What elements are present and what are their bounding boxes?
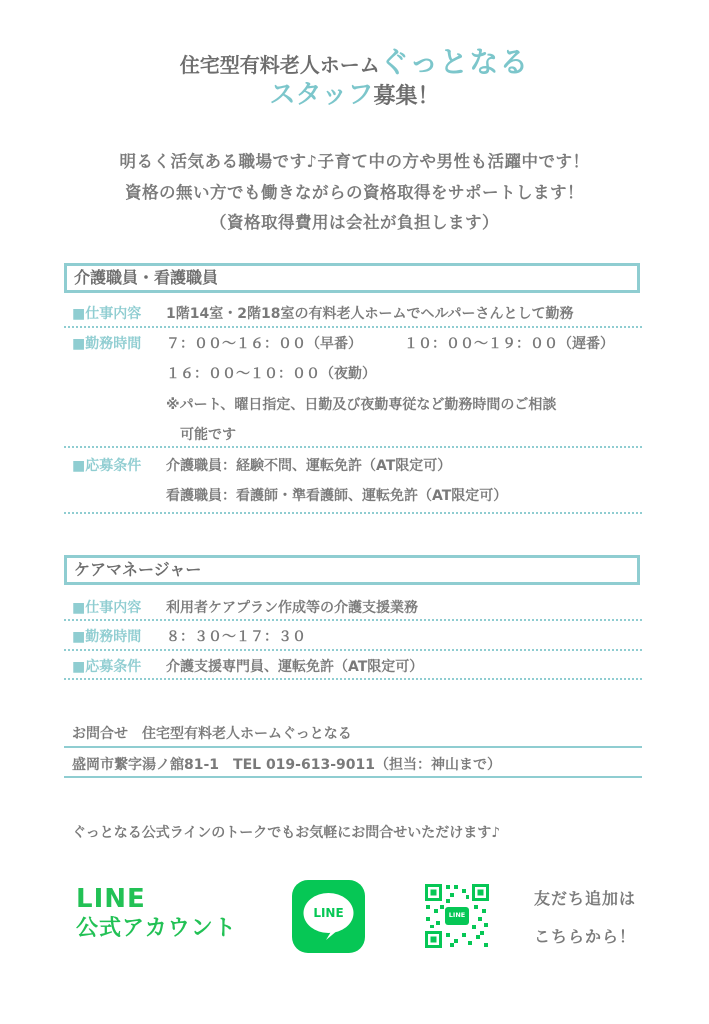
- s2-req-row: [72, 656, 141, 676]
- divider: [64, 446, 642, 448]
- qr-center-label: LINE: [448, 911, 466, 919]
- s1-req-label: ■応募条件: [72, 458, 142, 474]
- s2-job-row: [72, 597, 141, 617]
- line-app-button[interactable]: [292, 880, 365, 953]
- s1-hours-label: ■勤務時間: [72, 336, 142, 352]
- divider: [64, 649, 642, 651]
- divider: [64, 746, 642, 748]
- s1-job-row: [72, 303, 141, 323]
- s2-hours-value: ８：３０～１７：３０: [166, 629, 306, 645]
- s2-req-label: ■応募条件: [72, 659, 142, 675]
- contact-label: お問合せ 住宅型有料老人ホームぐっとなる: [72, 726, 352, 742]
- page-subtitle: [0, 74, 709, 111]
- s1-hours-late: １０：００～１９：００（遅番）: [404, 336, 614, 352]
- subtitle-accent: スタッフ: [269, 80, 374, 110]
- line-qr-code[interactable]: [424, 883, 490, 949]
- s1-hours-note: ※パート、曜日指定、日勤及び夜勤専従など勤務時間のご相談: [166, 397, 557, 413]
- line-logo-text: LINE: [76, 884, 146, 914]
- s1-req-row: [72, 455, 141, 475]
- line-promo-text: ぐっとなる公式ラインのトークでもお気軽にお問合せいただけます♪: [72, 825, 501, 841]
- intro-line-2: 資格の無い方でも働きながらの資格取得をサポートします！: [125, 183, 584, 202]
- line-official-logo: [76, 884, 237, 944]
- s1-hours-day: ７：００～１６：００（早番）: [166, 336, 362, 352]
- divider: [64, 512, 642, 514]
- divider: [64, 678, 642, 680]
- s1-req-nurse: 看護職員：看護師・準看護師、運転免許（AT限定可）: [166, 488, 508, 504]
- line-button-label: LINE: [313, 906, 344, 920]
- friend-add-line-2: こちらから！: [534, 927, 637, 946]
- s2-job-value: 利用者ケアプラン作成等の介護支援業務: [166, 600, 418, 616]
- line-logo-subtext: 公式アカウント: [76, 916, 237, 941]
- s1-job-label: ■仕事内容: [72, 306, 142, 322]
- s2-hours-label: ■勤務時間: [72, 629, 142, 645]
- divider: [64, 619, 642, 621]
- s2-req-value: 介護支援専門員、運転免許（AT限定可）: [166, 659, 424, 675]
- s1-job-value: 1階14室・2階18室の有料老人ホームでヘルパーさんとして勤務: [166, 306, 574, 322]
- s1-hours-row: [72, 333, 141, 353]
- intro-line-3: （資格取得費用は会社が負担します）: [210, 213, 499, 232]
- title-prefix: 住宅型有料老人ホーム: [179, 53, 380, 77]
- s1-req-care: 介護職員：経験不問、運転免許（AT限定可）: [166, 458, 452, 474]
- friend-add-line-1: 友だち追加は: [534, 889, 637, 908]
- contact-address: 盛岡市繋字湯ノ舘81-1 TEL 019-613-9011（担当：神山まで）: [72, 757, 501, 773]
- divider: [64, 326, 642, 328]
- divider: [64, 776, 642, 778]
- title-brand: ぐっとなる: [379, 45, 530, 79]
- s2-hours-row: [72, 626, 141, 646]
- section-heading-care-manager: ケアマネージャー: [64, 555, 640, 585]
- section-heading-nursing: 介護職員・看護職員: [64, 263, 640, 293]
- s1-hours-night: １６：００～１０：００（夜勤）: [166, 366, 376, 382]
- s1-hours-note-cont: 可能です: [180, 427, 236, 443]
- intro-line-1: 明るく活気ある職場です♪子育て中の方や男性も活躍中です！: [119, 152, 590, 171]
- subtitle-suffix: 募集！: [373, 84, 440, 109]
- s2-job-label: ■仕事内容: [72, 600, 142, 616]
